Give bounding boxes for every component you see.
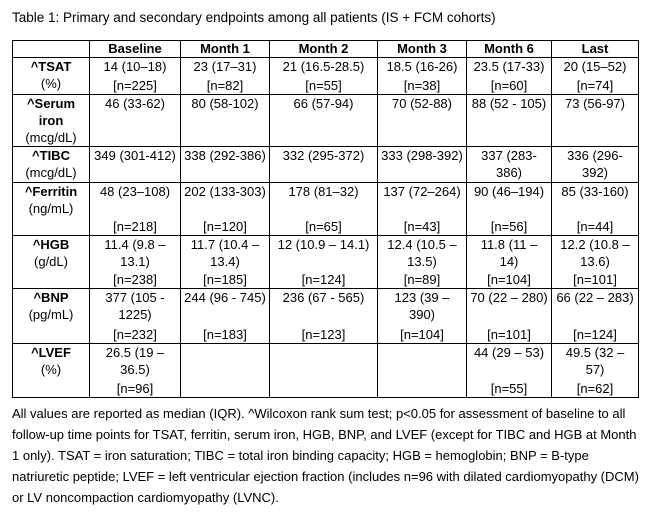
- table-cell: [181, 147, 270, 183]
- cell-sample-size: [n=55]: [305, 78, 342, 93]
- cell-median: 66 (22 – 283): [556, 290, 634, 305]
- cell-median: 244 (96 - 745): [184, 290, 266, 305]
- table-row-tibc: [13, 147, 639, 183]
- row-label-name: ^TSAT: [30, 59, 72, 74]
- cell-sample-size: [n=104]: [400, 327, 444, 342]
- table-cell: [90, 147, 181, 183]
- cell-median: 11.4 (9.8 – 13.1): [104, 237, 166, 269]
- table-row-hgb: [13, 236, 639, 289]
- cell-sample-size: [n=104]: [487, 272, 531, 287]
- table-cell: [181, 183, 270, 236]
- table-cell: [552, 344, 639, 398]
- cell-median: 11.8 (11 – 14): [480, 237, 538, 269]
- row-label-name: ^BNP: [33, 290, 69, 305]
- cell-median: 137 (72–264): [383, 184, 461, 199]
- table-cell: [378, 147, 467, 183]
- cell-median: 202 (133-303): [184, 184, 266, 199]
- table-cell: [378, 95, 467, 147]
- row-label: [13, 58, 90, 95]
- column-header-month-3: Month 3: [378, 41, 467, 58]
- cell-sample-size: [n=124]: [573, 327, 617, 342]
- column-header-month-2: Month 2: [270, 41, 378, 58]
- table-cell: [181, 95, 270, 147]
- table-cell: [467, 236, 552, 289]
- table-cell: [378, 344, 467, 398]
- column-header-last: Last: [552, 41, 639, 58]
- table-cell: [552, 147, 639, 183]
- cell-sample-size: [n=38]: [403, 78, 441, 93]
- row-label-name: ^Ferritin: [24, 184, 78, 199]
- cell-sample-size: [n=74]: [576, 78, 614, 93]
- table-cell: [181, 58, 270, 95]
- cell-sample-size: [n=82]: [206, 78, 244, 93]
- row-label: [13, 344, 90, 398]
- table-cell: [270, 289, 378, 344]
- cell-median: 85 (33-160): [561, 184, 629, 199]
- cell-median: 12.4 (10.5 – 13.5): [387, 237, 457, 269]
- row-label-name: ^TIBC: [32, 148, 70, 163]
- cell-sample-size: [n=101]: [573, 272, 617, 287]
- table-cell: [467, 147, 552, 183]
- cell-median: 337 (283-386): [481, 148, 537, 180]
- table-row-serum-iron: [13, 95, 639, 147]
- cell-sample-size: [n=44]: [576, 219, 614, 234]
- table-caption: Table 1: Primary and secondary endpoints among all patients (IS + FCM cohorts): [12, 10, 496, 25]
- row-label-name: ^HGB: [32, 237, 70, 252]
- cell-median: 90 (46–194): [473, 184, 545, 199]
- table-cell: [181, 289, 270, 344]
- cell-median: 88 (52 - 105): [471, 96, 547, 111]
- cell-sample-size: [n=218]: [113, 219, 157, 234]
- header-row: [13, 41, 639, 58]
- table-cell: [467, 95, 552, 147]
- cell-median: 18.5 (16-26): [386, 59, 458, 74]
- table-cell: [467, 289, 552, 344]
- table-cell: [270, 344, 378, 398]
- table-cell: [552, 58, 639, 95]
- table-cell: [378, 58, 467, 95]
- row-label-unit: (%): [40, 76, 62, 91]
- row-label-unit: (mcg/dL): [25, 130, 77, 145]
- table-cell: [467, 183, 552, 236]
- cell-median: 49.5 (32 – 57): [565, 345, 625, 377]
- cell-median: 70 (52-88): [392, 96, 452, 111]
- cell-median: 14 (10–18): [103, 59, 167, 74]
- table-cell: [90, 95, 181, 147]
- cell-median: 21 (16.5-28.5): [282, 59, 365, 74]
- cell-median: 46 (33-62): [105, 96, 165, 111]
- cell-median: 336 (296-392): [567, 148, 623, 180]
- cell-sample-size: [n=62]: [576, 381, 614, 396]
- cell-median: 123 (39 – 390): [394, 290, 450, 322]
- cell-sample-size: [n=43]: [403, 219, 441, 234]
- table-cell: [90, 236, 181, 289]
- cell-median: 11.7 (10.4 – 13.4): [190, 237, 260, 269]
- row-label: [13, 236, 90, 289]
- cell-sample-size: [n=123]: [301, 327, 346, 342]
- table-cell: [270, 236, 378, 289]
- cell-sample-size: [n=183]: [203, 327, 247, 342]
- cell-median: 23 (17–31): [193, 59, 257, 74]
- table-cell: [552, 183, 639, 236]
- table-row-bnp: [13, 289, 639, 344]
- column-header-month-1: Month 1: [181, 41, 270, 58]
- row-label-name: ^Serum iron: [26, 96, 76, 128]
- column-header-baseline: Baseline: [90, 41, 181, 58]
- cell-median: 333 (298-392): [381, 148, 463, 163]
- cell-median: 73 (56-97): [565, 96, 625, 111]
- table-cell: [270, 147, 378, 183]
- table-row-ferritin: [13, 183, 639, 236]
- cell-median: 377 (105 - 1225): [105, 290, 165, 322]
- cell-median: 80 (58-102): [191, 96, 259, 111]
- cell-median: 12 (10.9 – 14.1): [277, 237, 370, 252]
- table-cell: [552, 289, 639, 344]
- row-label-unit: (%): [40, 362, 62, 377]
- cell-sample-size: [n=56]: [490, 219, 528, 234]
- cell-sample-size: [n=124]: [301, 272, 346, 287]
- cell-median: 12.2 (10.8 – 13.6): [560, 237, 630, 269]
- table-cell: [90, 344, 181, 398]
- cell-median: 349 (301-412): [94, 148, 176, 163]
- endpoints-table: [12, 40, 639, 398]
- table-cell: [552, 236, 639, 289]
- table-row-tsat: [13, 58, 639, 95]
- cell-median: 66 (57-94): [293, 96, 354, 111]
- cell-median: 178 (81–32): [288, 184, 359, 199]
- cell-median: 70 (22 – 280): [470, 290, 548, 305]
- cell-sample-size: [n=96]: [116, 381, 154, 396]
- cell-median: 26.5 (19 – 36.5): [105, 345, 165, 377]
- cell-sample-size: [n=55]: [490, 381, 528, 396]
- table-cell: [378, 183, 467, 236]
- table-cell: [270, 183, 378, 236]
- cell-sample-size: [n=120]: [203, 219, 247, 234]
- column-header-month-6: Month 6: [467, 41, 552, 58]
- cell-median: 44 (29 – 53): [473, 345, 545, 360]
- table-cell: [270, 95, 378, 147]
- cell-sample-size: [n=225]: [113, 78, 157, 93]
- cell-sample-size: [n=89]: [403, 272, 441, 287]
- row-label-name: ^LVEF: [31, 345, 71, 360]
- cell-sample-size: [n=238]: [113, 272, 157, 287]
- cell-sample-size: [n=60]: [490, 78, 528, 93]
- cell-median: 332 (295-372): [282, 148, 365, 163]
- row-label: [13, 289, 90, 344]
- row-label-unit: (mcg/dL): [25, 165, 77, 180]
- table-cell: [270, 58, 378, 95]
- cell-median: 48 (23–108): [99, 184, 171, 199]
- column-header-label: [13, 41, 90, 58]
- row-label-unit: (pg/mL): [28, 307, 74, 322]
- cell-median: 23.5 (17-33): [473, 59, 545, 74]
- row-label-unit: (g/dL): [34, 254, 68, 269]
- table-cell: [467, 344, 552, 398]
- table-cell: [181, 344, 270, 398]
- table-cell: [467, 58, 552, 95]
- table-row-lvef: [13, 344, 639, 398]
- table-cell: [90, 289, 181, 344]
- cell-sample-size: [n=65]: [305, 219, 342, 234]
- table-cell: [90, 58, 181, 95]
- cell-median: 338 (292-386): [184, 148, 266, 163]
- cell-sample-size: [n=185]: [203, 272, 247, 287]
- table-footnote: All values are reported as median (IQR). ^Wilcoxon rank sum test; p<0.05 for assessment of baseline to all follow-up time points for TSAT, ferritin, serum iron, HGB, BNP, and LVEF (except for TIBC and HGB at Month 1 only). TSAT = iron saturation; TIBC = total iron binding capacity; HGB = hemoglobin; BNP = B-type natriuretic peptide; LVEF = left ventricular ejection fraction (includes n=96 with dilated cardiomyopathy (DCM) or LV noncompaction cardiomyopathy (LVNC).: [12, 406, 639, 505]
- row-label: [13, 183, 90, 236]
- row-label: [13, 95, 90, 147]
- cell-sample-size: [n=101]: [487, 327, 531, 342]
- cell-median: 236 (67 - 565): [282, 290, 365, 305]
- cell-median: 20 (15–52): [563, 59, 627, 74]
- table-cell: [90, 183, 181, 236]
- row-label-unit: (ng/mL): [28, 201, 74, 216]
- table-cell: [378, 289, 467, 344]
- table-cell: [552, 95, 639, 147]
- row-label: [13, 147, 90, 183]
- cell-sample-size: [n=232]: [113, 327, 157, 342]
- table-cell: [378, 236, 467, 289]
- table-cell: [181, 236, 270, 289]
